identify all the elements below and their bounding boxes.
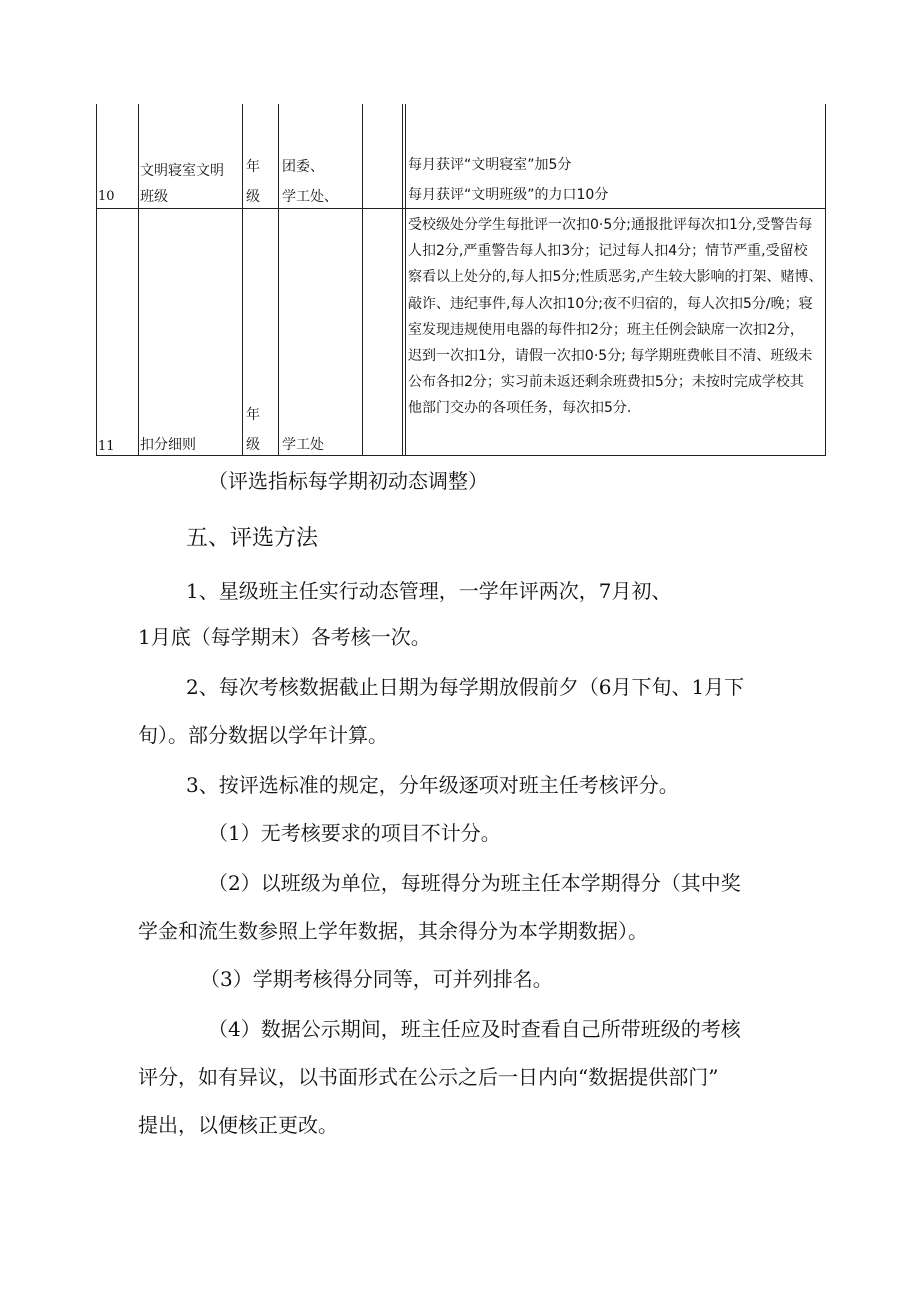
table-divider: [405, 104, 406, 456]
criteria-table: [96, 104, 826, 456]
department: 学工处: [282, 437, 324, 453]
criteria-line: 室发现违规使用电器的每件扣2分；班主任例会缺席一次扣2分，: [408, 321, 804, 338]
item-name: 班级: [140, 189, 168, 205]
scope: 年: [246, 159, 260, 175]
sub-paragraph: 学金和流生数参照上学年数据，其余得分为本学期数据）。: [138, 919, 648, 943]
scope: 级: [246, 437, 260, 453]
table-note: （评选指标每学期初动态调整）: [208, 469, 488, 493]
scope: 年: [246, 407, 260, 423]
paragraph: 2、每次考核数据截止日期为每学期放假前夕（6月下旬、1月下: [186, 675, 745, 699]
scope: 级: [246, 189, 260, 205]
paragraph: 3、按评选标准的规定，分年级逐项对班主任考核评分。: [186, 773, 679, 797]
table-divider: [278, 104, 279, 456]
table-border: [825, 104, 826, 456]
row-divider: [96, 208, 826, 209]
sub-paragraph: （3）学期考核得分同等，可并列排名。: [200, 967, 553, 991]
section-title: 五、评选方法: [186, 526, 319, 551]
row-number: 10: [98, 189, 115, 204]
paragraph: 旬）。部分数据以学年计算。: [138, 723, 388, 747]
criteria-block: [408, 212, 823, 422]
item-name: 扣分细则: [140, 437, 196, 453]
criteria-text: 每月获评“文明班级”的力口10分: [408, 187, 609, 203]
table-divider: [242, 104, 243, 456]
criteria-line: 他部门交办的各项任务，每次扣5分.: [408, 400, 632, 417]
paragraph: 1月底（每学期末）各考核一次。: [138, 625, 431, 649]
table-divider: [138, 104, 139, 456]
department: 团委、: [282, 159, 324, 175]
item-name: 文明寝室文明: [140, 163, 224, 179]
criteria-line: 敲诈、违纪事件,每人次扣10分;夜不归宿的，每人次扣5分/晚；寝: [408, 295, 813, 312]
criteria-line: 公布各扣2分；实习前未返还剩余班费扣5分；未按时完成学校其: [408, 374, 804, 391]
sub-paragraph: （1）无考核要求的项目不计分。: [208, 821, 501, 845]
criteria-line: 人扣2分,严重警告每人扣3分；记过每人扣4分；情节严重,受留校: [408, 243, 808, 260]
sub-paragraph: （4）数据公示期间，班主任应及时查看自己所带班级的考核: [208, 1017, 741, 1041]
row-number: 11: [98, 439, 115, 454]
sub-paragraph: （2）以班级为单位，每班得分为班主任本学期得分（其中奖: [208, 871, 741, 895]
criteria-line: 察看以上处分的,每人扣5分;性质恶劣,产生较大影响的打架、赌博、: [408, 269, 823, 286]
table-divider: [362, 104, 363, 456]
table-border: [96, 104, 97, 456]
paragraph: 1、星级班主任实行动态管理，一学年评两次，7月初、: [186, 579, 672, 603]
criteria-line: 迟到一次扣1分，请假一次扣0·5分; 每学期班费帐目不清、班级未: [408, 348, 813, 365]
criteria-line: 受校级处分学生每批评一次扣0·5分;通报批评每次扣1分,受警告每: [408, 217, 813, 233]
criteria-text: 每月获评“文明寝室”加5分: [408, 157, 572, 173]
department: 学工处、: [282, 189, 338, 205]
sub-paragraph: 提出，以便核正更改。: [138, 1113, 338, 1137]
table-border: [96, 455, 826, 456]
table-divider: [402, 104, 403, 456]
sub-paragraph: 评分，如有异议，以书面形式在公示之后一日内向“数据提供部门”: [138, 1065, 719, 1089]
